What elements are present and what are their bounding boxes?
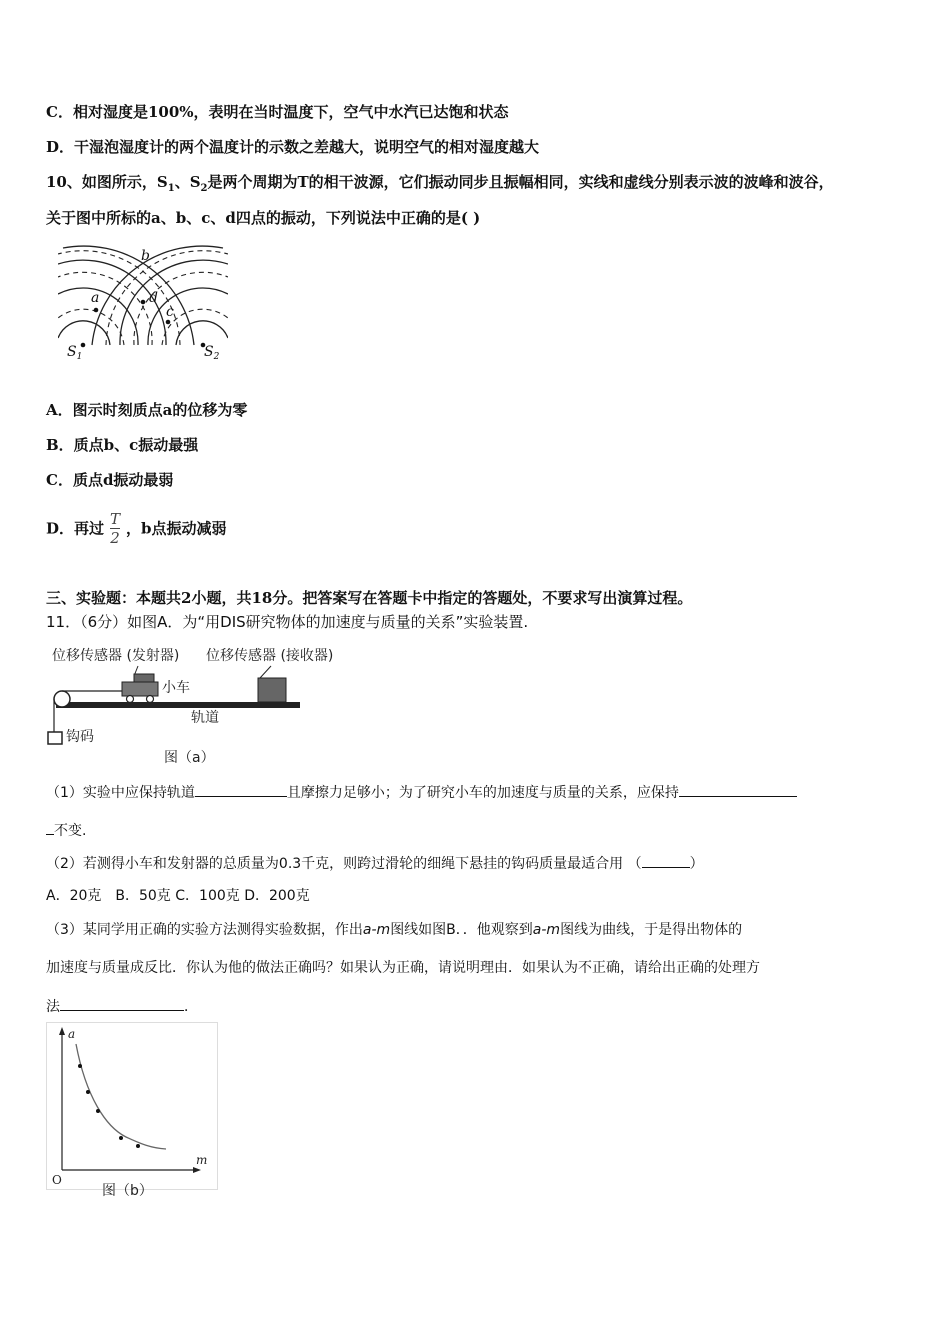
section-3-heading: 三、实验题：本题共2小题，共18分。把答案写在答题卡中指定的答题处，不要求写出演算过程。 — [46, 589, 693, 607]
track-label: 轨道 — [191, 710, 219, 726]
option-c-previous: C．相对湿度是100%，表明在当时温度下，空气中水汽已达饱和状态 — [46, 103, 509, 121]
figure-a-caption: 图（a） — [164, 750, 215, 766]
question-11-part-3-line-3: 法 ． — [46, 994, 198, 1017]
data-point — [78, 1064, 82, 1068]
point-s1 — [81, 343, 86, 348]
s1-trough-3 — [58, 251, 180, 345]
blank-3[interactable] — [642, 851, 690, 868]
cart — [122, 682, 158, 696]
emitter-label: 位移传感器 (发射器) — [52, 648, 180, 664]
label-c: c — [166, 304, 174, 320]
question-11-part-2: （2）若测得小车和发射器的总质量为0.3千克，则跨过滑轮的细绳下悬挂的钩码质量最适合用 （ ） — [46, 851, 704, 874]
receiver-block — [258, 678, 286, 702]
option-a: A．图示时刻质点a的位移为零 — [46, 401, 248, 419]
option-d-previous: D．干湿泡湿度计的两个温度计的示数之差越大，说明空气的相对湿度越大 — [46, 138, 540, 156]
wave-interference-figure — [58, 240, 228, 365]
blank-2a[interactable] — [679, 780, 797, 797]
option-c: C．质点d振动最弱 — [46, 471, 174, 489]
hanging-weight — [48, 732, 62, 744]
question-10-line-2: 关于图中所标的a、b、c、d四点的振动，下列说法中正确的是( ) — [46, 209, 481, 227]
point-d — [141, 300, 146, 305]
question-11-title: 11．（6分）如图A．为“用DIS研究物体的加速度与质量的关系”实验装置. — [46, 613, 529, 631]
point-c — [166, 320, 171, 325]
a-m-graph-figure — [46, 1022, 218, 1200]
blank-1[interactable] — [195, 780, 287, 797]
option-b: B．质点b、c振动最强 — [46, 436, 199, 454]
x-axis-label: m — [196, 1153, 208, 1167]
point-a — [94, 308, 99, 313]
data-point — [119, 1136, 123, 1140]
s2-trough-3 — [106, 251, 228, 345]
data-point — [136, 1144, 140, 1148]
label-s1: $S_1$ — [67, 344, 83, 362]
fraction-t-over-2: $\frac{T}{2}$ — [110, 510, 121, 547]
data-point — [86, 1090, 90, 1094]
origin-label: O — [52, 1173, 62, 1187]
question-11-part-1-cont: 不变. — [46, 818, 86, 841]
track — [56, 702, 300, 708]
label-b: b — [141, 248, 150, 264]
y-axis-label: a — [68, 1027, 76, 1041]
receiver-label: 位移传感器 (接收器) — [206, 648, 334, 664]
curve — [76, 1044, 166, 1149]
label-a: a — [91, 290, 100, 306]
label-s2: $S_2$ — [204, 344, 220, 362]
blank-4[interactable] — [60, 994, 184, 1011]
apparatus-figure — [46, 644, 356, 769]
s1-crest-1 — [58, 321, 110, 345]
question-11-part-3-line-1: （3）某同学用正确的实验方法测得实验数据，作出a-m图线如图B．．他观察到a-m图线为曲线，于是得出物体的 — [46, 922, 743, 938]
blank-2b[interactable] — [46, 818, 54, 835]
weight-label: 钩码 — [66, 729, 94, 745]
s2-crest-1 — [176, 321, 228, 345]
pulley — [54, 691, 70, 707]
question-11-part-1: （1）实验中应保持轨道 且摩擦力足够小；为了研究小车的加速度与质量的关系，应保持 — [46, 780, 797, 803]
label-d: d — [149, 290, 158, 306]
s1-trough-1 — [58, 309, 124, 345]
figure-b-caption: 图（b） — [102, 1183, 153, 1199]
question-11-part-2-options: A．20克 B．50克 C．100克 D．200克 — [46, 888, 310, 904]
cart-label: 小车 — [162, 680, 190, 696]
option-d: D．再过 $\frac{T}{2}$ ，b点振动减弱 — [46, 510, 227, 547]
s2-crest-2 — [148, 288, 228, 345]
data-point — [96, 1109, 100, 1113]
question-10-line-1: 10、如图所示，$S_1$、$S_2$是两个周期为T的相干波源，它们振动同步且振幅相同，实线和虚线分别表示波的波峰和波谷， — [46, 173, 834, 194]
question-11-part-3-line-2: 加速度与质量成反比．你认为他的做法正确吗？如果认为正确，请说明理由．如果认为不正确，请给出正确的处理方 — [46, 960, 760, 976]
